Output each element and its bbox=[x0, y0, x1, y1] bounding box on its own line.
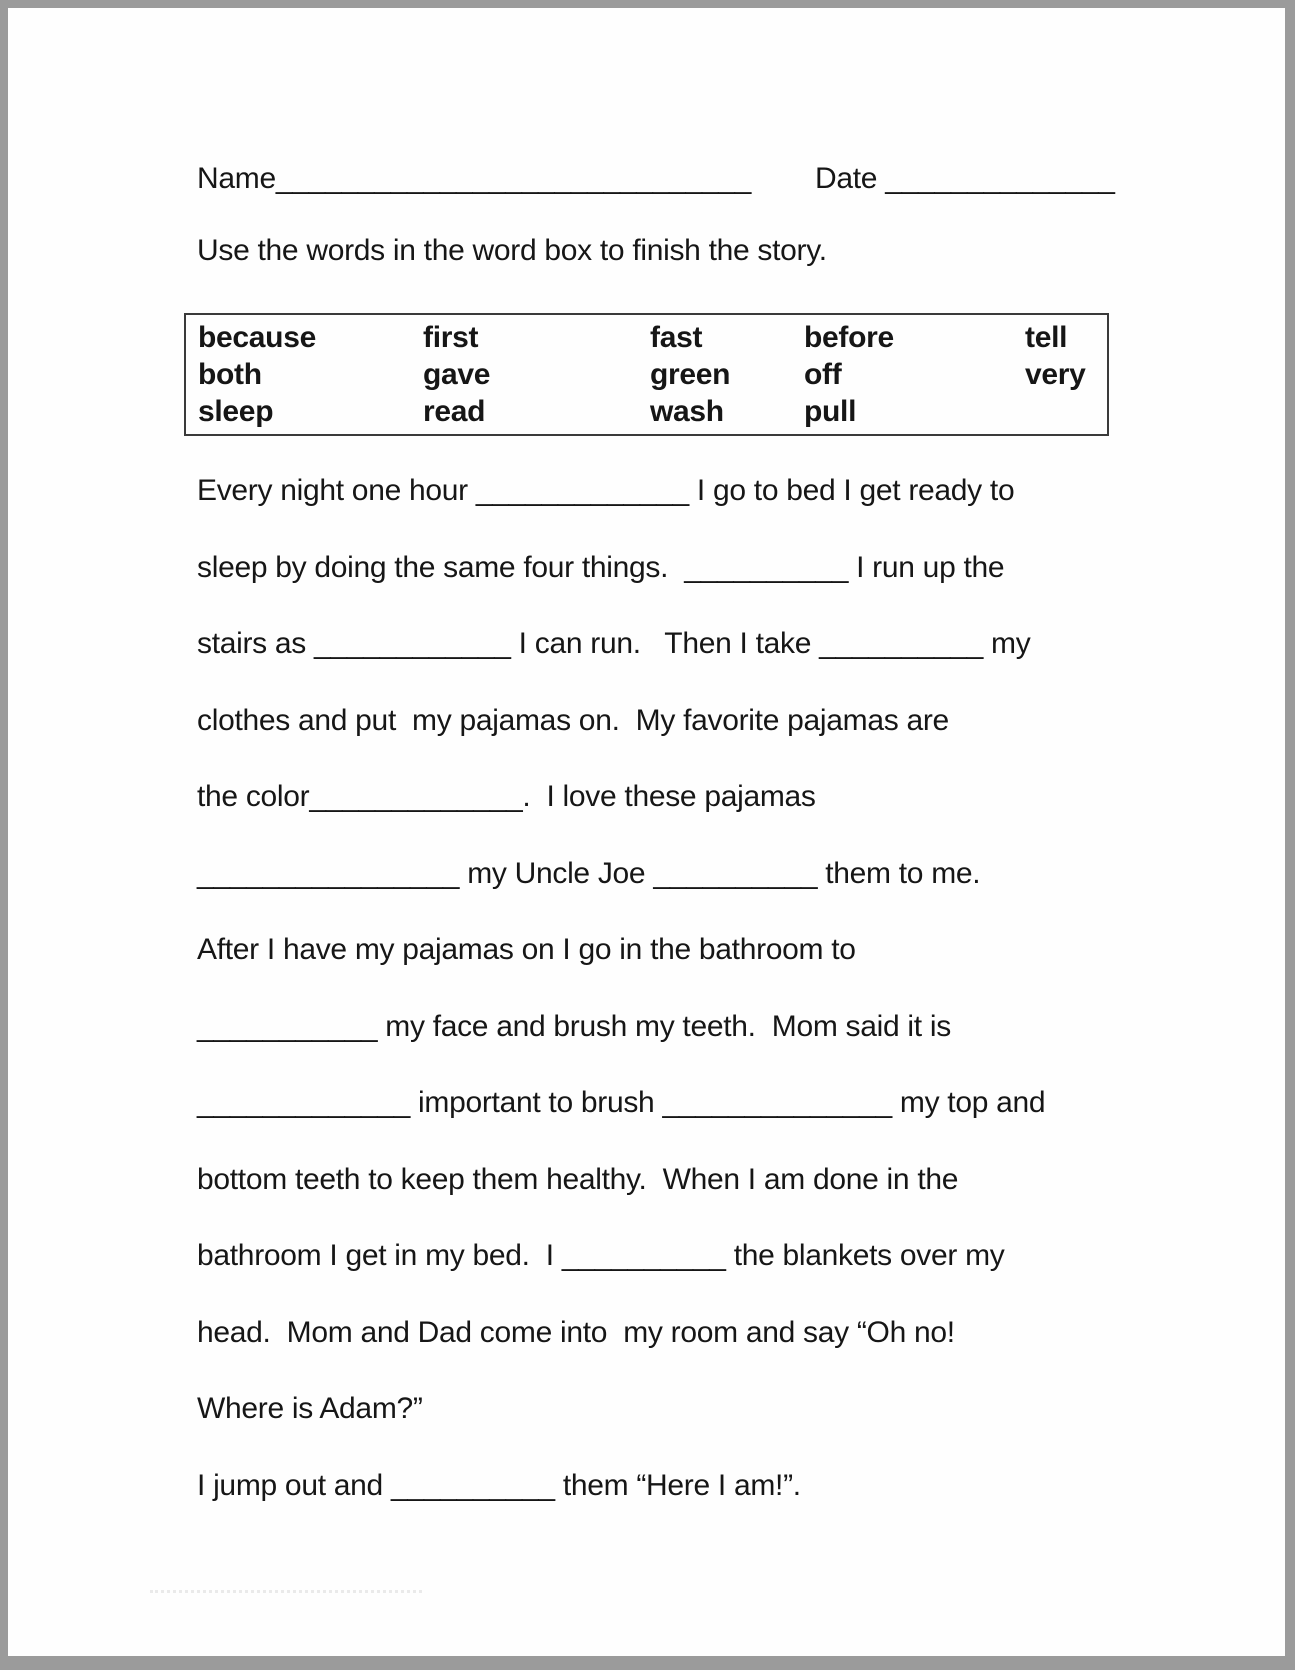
story-line: stairs as ____________ I can run. Then I take __________ my bbox=[197, 627, 1031, 660]
story-paragraph bbox=[197, 453, 1045, 1524]
word-box-word: off bbox=[804, 358, 842, 391]
word-box-word: sleep bbox=[198, 395, 274, 428]
story-line: sleep by doing the same four things. __________ I run up the bbox=[197, 550, 1005, 584]
story-line: the color_____________. I love these pajamas bbox=[197, 780, 816, 813]
story-line: Where is Adam?” bbox=[197, 1392, 423, 1425]
story-line: clothes and put my pajamas on. My favorite pajamas are bbox=[197, 703, 949, 737]
story-line: I jump out and __________ them “Here I am!”. bbox=[197, 1468, 801, 1502]
word-box-word: read bbox=[423, 395, 486, 428]
word-box-word: before bbox=[804, 321, 894, 354]
story-line: ________________ my Uncle Joe __________ them to me. bbox=[197, 856, 981, 890]
story-line: _____________ important to brush ______________ my top and bbox=[197, 1086, 1046, 1119]
word-box-word: fast bbox=[650, 321, 703, 354]
worksheet-page bbox=[8, 8, 1285, 1656]
word-box-word: wash bbox=[650, 395, 724, 428]
word-box bbox=[184, 313, 1109, 436]
date-field-line: Date ______________ bbox=[815, 162, 1115, 195]
word-box-word: first bbox=[423, 321, 479, 354]
word-box-word: pull bbox=[804, 395, 857, 428]
story-line: Every night one hour _____________ I go to bed I get ready to bbox=[197, 474, 1015, 507]
story-line: ___________ my face and brush my teeth. Mom said it is bbox=[197, 1009, 951, 1043]
instruction-text: Use the words in the word box to finish the story. bbox=[197, 234, 827, 267]
story-line: head. Mom and Dad come into my room and say “Oh no! bbox=[197, 1315, 955, 1349]
story-line: bottom teeth to keep them healthy. When I am done in the bbox=[197, 1162, 959, 1196]
word-box-word: tell bbox=[1025, 321, 1068, 354]
word-box-word: both bbox=[198, 358, 262, 391]
word-box-word: very bbox=[1025, 358, 1086, 391]
name-field-line: Name_____________________________ bbox=[197, 162, 751, 195]
scan-smudge-artifact bbox=[150, 1590, 422, 1593]
word-box-word bbox=[1025, 393, 1107, 430]
story-line: bathroom I get in my bed. I __________ the blankets over my bbox=[197, 1239, 1005, 1272]
word-box-word: green bbox=[650, 358, 731, 391]
story-line: After I have my pajamas on I go in the bathroom to bbox=[197, 933, 856, 966]
word-box-word: because bbox=[198, 321, 316, 354]
word-box-word: gave bbox=[423, 358, 491, 391]
